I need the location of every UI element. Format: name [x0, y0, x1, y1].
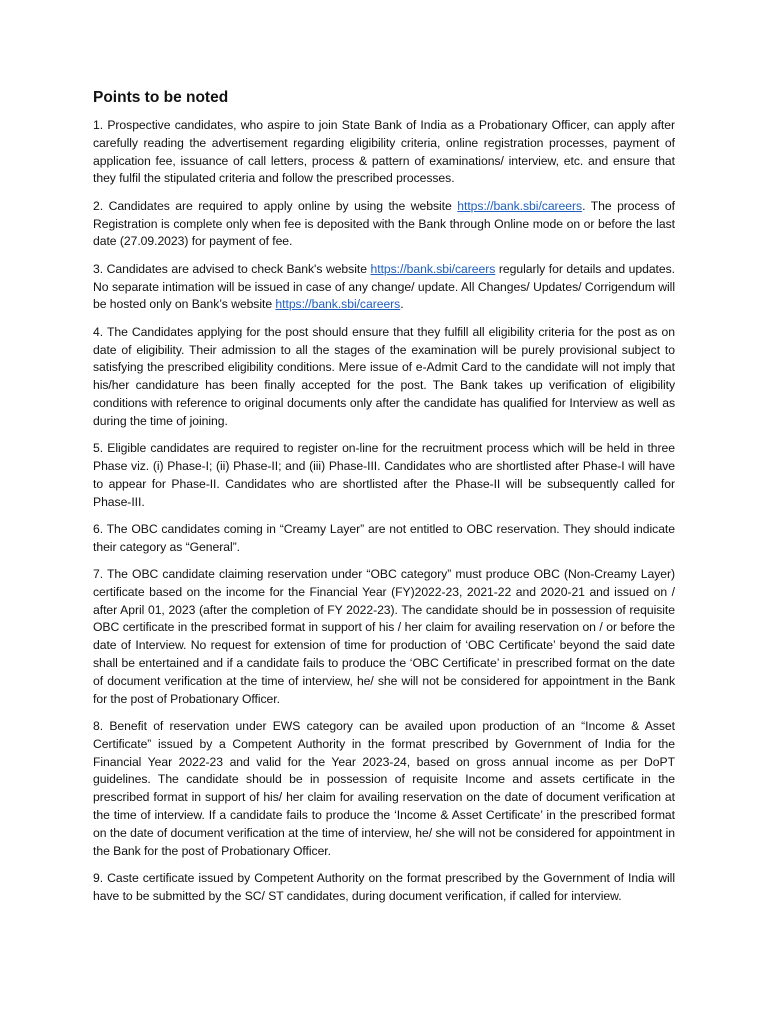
point-3-text-b: regularly for details and updates. No separate intimation will be issued in case of any change/ update. All Changes/ Updates/ Corrigendum will be hosted only on Bank’s website	[93, 261, 675, 312]
point-3	[93, 261, 675, 314]
point-5: 5. Eligible candidates are required to register on-line for the recruitment process which will be held in three Phase viz. (i) Phase-I; (ii) Phase-II; and (iii) Phase-III. Candidates who are shortlisted after Phase-I will have to appear for Phase-II. Candidates who are shortlisted after the Phase-II will be subsequently called for Phase-III.	[93, 441, 675, 509]
point-1: 1. Prospective candidates, who aspire to join State Bank of India as a Probationary Officer, can apply after carefully reading the advertisement regarding eligibility criteria, online registration processes, payment of application fee, issuance of call letters, process & pattern of examinations/ interview, etc. and ensure that they fulfil the stipulated criteria and follow the prescribed processes.	[93, 118, 675, 186]
point-2	[93, 198, 675, 251]
page-title: Points to be noted	[93, 89, 229, 106]
point-3-text-c: .	[400, 297, 404, 312]
careers-link[interactable]: https://bank.sbi/careers	[275, 297, 401, 312]
careers-link[interactable]: https://bank.sbi/careers	[370, 261, 496, 276]
point-2-text-b: . The process of Registration is complete only when fee is deposited with the Bank through Online mode on or before the last date (27.09.2023) for payment of fee.	[93, 198, 675, 249]
point-3-text-a: 3. Candidates are advised to check Bank's website	[93, 261, 371, 276]
point-9: 9. Caste certificate issued by Competent Authority on the format prescribed by the Government of India will have to be submitted by the SC/ ST candidates, during document verification, if called for interview.	[93, 871, 675, 903]
point-2-text-a: 2. Candidates are required to apply online by using the website	[93, 198, 458, 213]
point-4: 4. The Candidates applying for the post should ensure that they fulfill all eligibility criteria for the post as on date of eligibility. Their admission to all the stages of the examination will be purely provisional subject to satisfying the prescribed eligibility conditions. Mere issue of e-Admit Card to the candidate will not imply that his/her candidature has been finally accepted for the post. The Bank takes up verification of eligibility conditions with reference to original documents only after the candidate has qualified for Interview as well as during the time of joining.	[93, 324, 675, 428]
point-6: 6. The OBC candidates coming in “Creamy Layer” are not entitled to OBC reservation. They should indicate their category as “General”.	[93, 521, 675, 554]
point-7: 7. The OBC candidate claiming reservation under “OBC category” must produce OBC (Non-Creamy Layer) certificate based on the income for the Financial Year (FY)2022-23, 2021-22 and 2020-21 and issued on / after April 01, 2023 (after the completion of FY 2022-23). The candidate should be in possession of requisite OBC certificate in the prescribed format in support of his / her claim for availing reservation on / or before the date of Interview. No request for extension of time for production of ‘OBC Certificate’ beyond the said date shall be entertained and if a candidate fails to produce the ‘OBC Certificate’ in prescribed format on the date of document verification at the time of interview, he/ she will not be considered for appointment in the Bank for the post of Probationary Officer.	[93, 567, 675, 706]
point-8: 8. Benefit of reservation under EWS category can be availed upon production of an “Income & Asset Certificate” issued by a Competent Authority in the format prescribed by Government of India for the Financial Year 2022-23 and valid for the Year 2023-24, based on gross annual income as per DoPT guidelines. The candidate should be in possession of requisite Income and assets certificate in the prescribed format in support of his/ her claim for availing reservation on the date of document verification at the time of interview. If a candidate fails to produce the ‘Income & Asset Certificate’ in the prescribed format on the date of document verification at the time of interview, he/ she will not be considered for appointment in the Bank for the post of Probationary Officer.	[93, 719, 675, 858]
careers-link[interactable]: https://bank.sbi/careers	[457, 198, 583, 213]
